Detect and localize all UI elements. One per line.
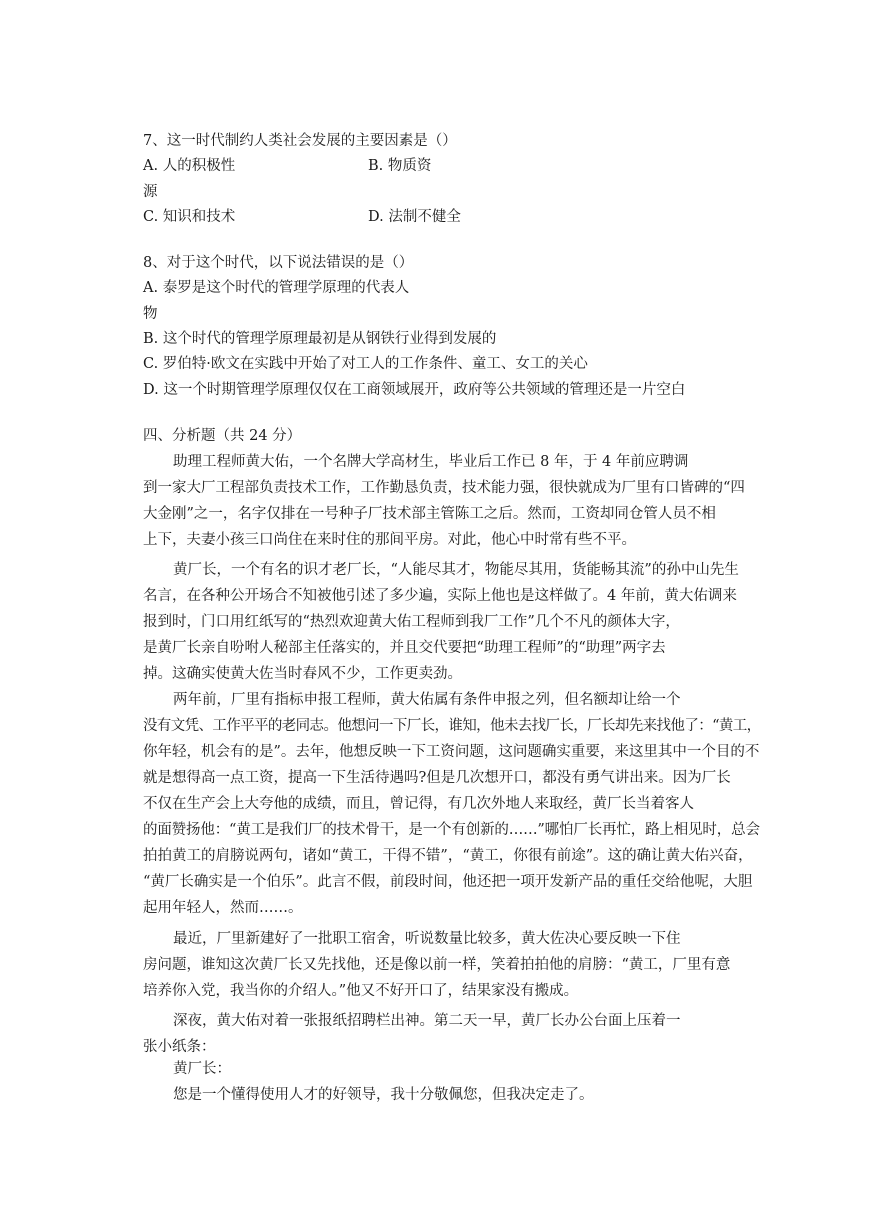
paragraph-line: 深夜，黄大佑对着一张报纸招聘栏出神。第二天一早，黄厂长办公台面上压着一 — [173, 1013, 681, 1029]
q7-option-b-wrap: 源 — [143, 184, 158, 200]
q8-stem: 8、对于这个时代，以下说法错误的是（） — [143, 255, 414, 271]
paragraph-line: 名言，在各种公开场合不知被他引述了多少遍，实际上他也是这样做了。4 年前，黄大佑调来 — [143, 588, 737, 604]
letter-salutation: 黄厂长： — [173, 1061, 231, 1077]
paragraph-line: 你年轻，机会有的是”。去年，他想反映一下工资问题，这问题确实重要，来这里其中一个目的不 — [143, 744, 760, 760]
q7-option-d: D. 法制不健全 — [368, 209, 461, 225]
paragraph-line: 助理工程师黄大佑，一个名牌大学高材生，毕业后工作已 8 年，于 4 年前应聘调 — [173, 454, 689, 470]
q8-option-c: C. 罗伯特·欧文在实践中开始了对工人的工作条件、童工、女工的关心 — [143, 356, 588, 372]
q7-option-b: B. 物质资 — [368, 158, 432, 174]
paragraph-line: 两年前，厂里有指标申报工程师，黄大佑属有条件申报之列，但名额却让给一个 — [173, 692, 681, 708]
q7-option-row-1 — [143, 156, 235, 176]
paragraph-line: 黄厂长，一个有名的识才老厂长，“人能尽其才，物能尽其用，货能畅其流”的孙中山先生 — [173, 562, 739, 578]
q8-option-b: B. 这个时代的管理学原理最初是从钢铁行业得到发展的 — [143, 331, 497, 347]
paragraph-line: 最近，厂里新建好了一批职工宿舍，听说数量比较多，黄大佐决心要反映一下住 — [173, 931, 681, 947]
q7-option-c: C. 知识和技术 — [143, 209, 236, 225]
paragraph-line: 的面赞扬他：“黄工是我们厂的技术骨干，是一个有创新的……”哪怕厂长再忙，路上相见时，总会 — [143, 822, 760, 838]
paragraph-line: 张小纸条： — [143, 1039, 216, 1055]
paragraph-line: 大金刚”之一，名字仅排在一号种子厂技术部主管陈工之后。然而，工资却同仓管人员不相 — [143, 506, 716, 522]
paragraph-line: 是黄厂长亲自吩咐人秘部主任落实的，并且交代要把“助理工程师”的“助理”两字去 — [143, 640, 666, 656]
paragraph-line: 上下，夫妻小孩三口尚住在来时住的那间平房。对此，他心中时常有些不平。 — [143, 532, 636, 548]
q8-option-a-wrap: 物 — [143, 306, 158, 322]
section-heading: 四、分析题（共 24 分） — [143, 428, 302, 444]
paragraph-line: 就是想得高一点工资，提高一下生活待遇吗?但是几次想开口，都没有勇气讲出来。因为厂长 — [143, 770, 731, 786]
paragraph-line: 报到时，门口用红纸写的“热烈欢迎黄大佑工程师到我厂工作”几个不凡的颜体大字， — [143, 614, 680, 630]
paragraph-line: 房问题，谁知这次黄厂长又先找他，还是像以前一样，笑着拍拍他的肩膀：“黄工，厂里有意 — [143, 957, 731, 973]
paragraph-line: 起用年轻人，然而……。 — [143, 900, 303, 916]
q8-option-d: D. 这一个时期管理学原理仅仅在工商领域展开，政府等公共领域的管理还是一片空白 — [143, 382, 686, 398]
paragraph-line: 到一家大厂工程部负责技术工作，工作勤恳负责，技术能力强，很快就成为厂里有口皆碑的“四 — [143, 480, 745, 496]
paragraph-line: 掉。这确实使黄大佐当时春风不少，工作更卖劲。 — [143, 666, 462, 682]
paragraph-line: “黄厂长确实是一个伯乐”。此言不假，前段时间，他还把一项开发新产品的重任交给他呢，大胆 — [143, 874, 753, 890]
q7-option-a: A. 人的积极性 — [143, 158, 236, 174]
q8-option-a: A. 泰罗是这个时代的管理学原理的代表人 — [143, 280, 410, 296]
paragraph-line: 培养你入党，我当你的介绍人。”他又不好开口了，结果家没有搬成。 — [143, 983, 579, 999]
q7-stem: 7、这一时代制约人类社会发展的主要因素是（） — [143, 133, 457, 149]
letter-body: 您是一个懂得使用人才的好领导，我十分敬佩您，但我决定走了。 — [173, 1087, 594, 1103]
paragraph-line: 拍拍黄工的肩膀说两句，诸如“黄工，干得不错”，“黄工，你很有前途”。这的确让黄大佑兴奋， — [143, 848, 753, 864]
paragraph-line: 没有文凭、工作平平的老同志。他想问一下厂长，谁知，他未去找厂长，厂长却先来找他了：“黄工， — [143, 718, 761, 734]
paragraph-line: 不仅在生产会上大夸他的成绩，而且，曾记得，有几次外地人来取经，黄厂长当着客人 — [143, 796, 694, 812]
